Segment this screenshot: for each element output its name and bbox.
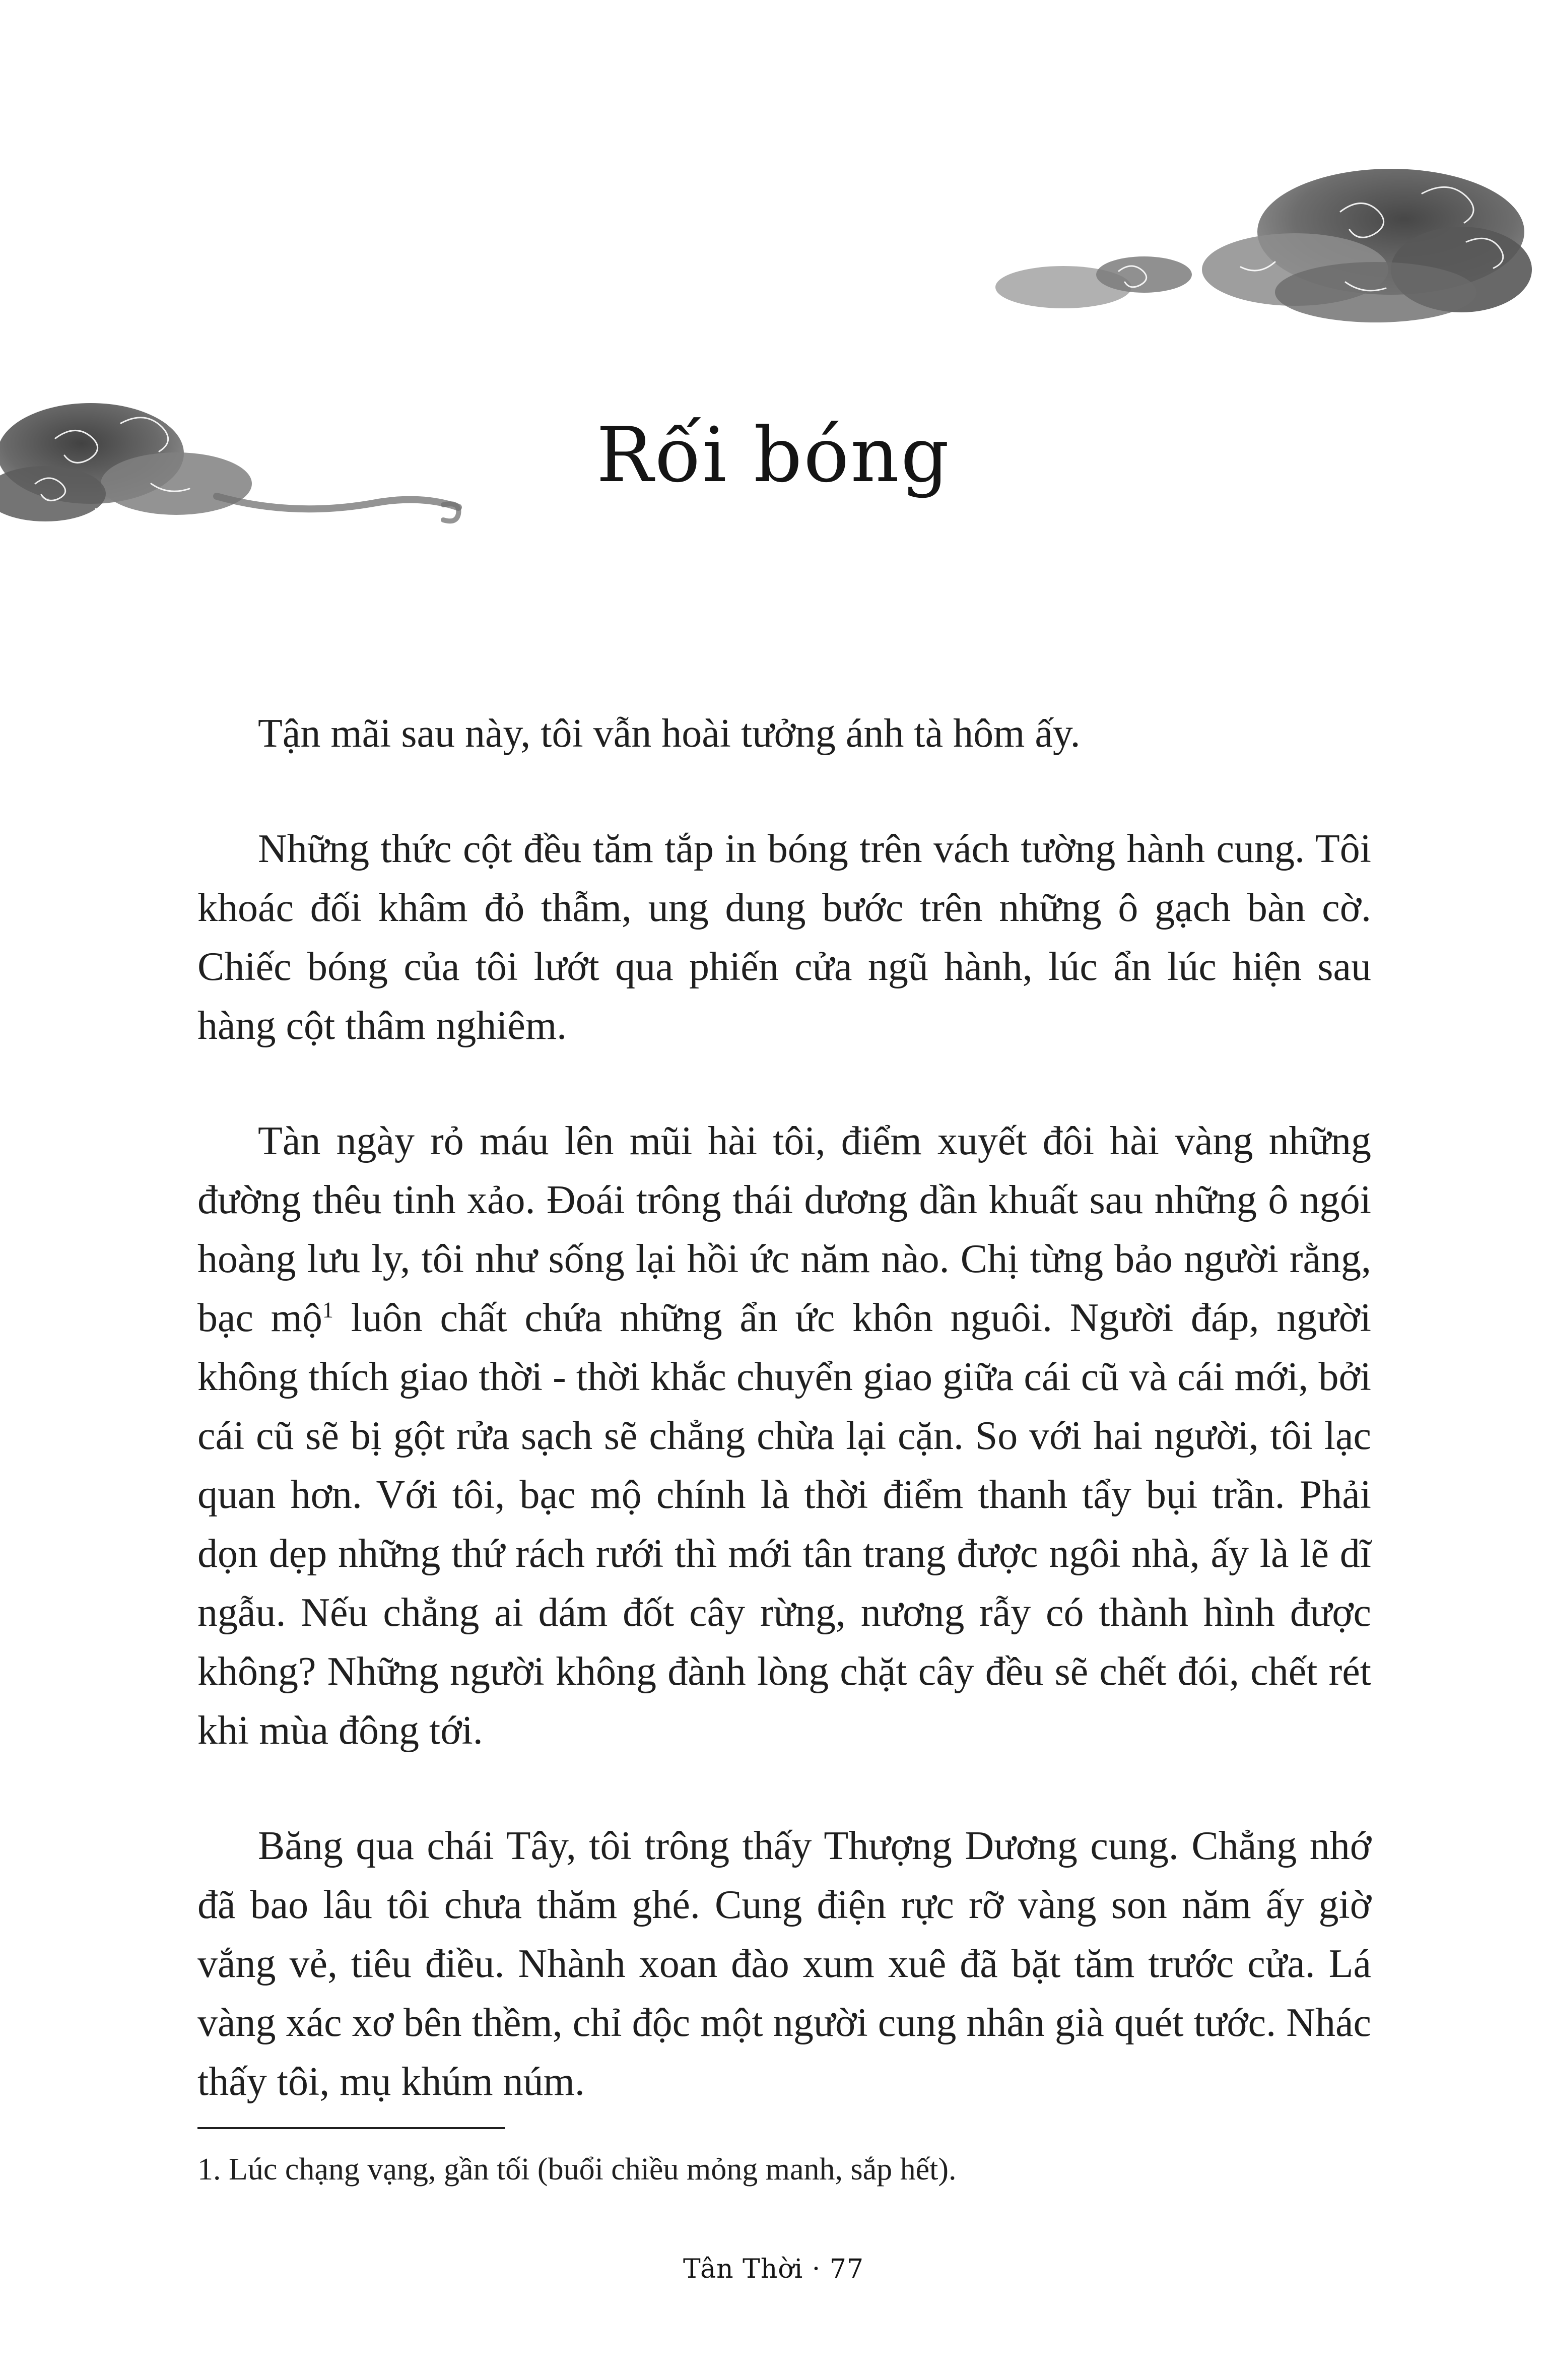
paragraph: Tận mãi sau này, tôi vẫn hoài tưởng ánh tà hôm ấy. bbox=[258, 711, 1081, 756]
paragraph: Tàn ngày rỏ máu lên mũi hài tôi, điểm xuyết đôi hài vàng những đường thêu tinh xảo. Đoái trông thái dương dần khuất sau những ô ngói hoàng lưu ly, tôi như sống lại hồi ức năm nào. Chị từng bảo người rằng, bạc mộ$^1$ luôn chất chứa những ẩn ức khôn nguôi. Người đáp, người không thích giao thời - thời khắc chuyển giao giữa cái cũ và cái mới, bởi cái cũ sẽ bị gột rửa sạch sẽ chẳng chừa lại cặn. So với hai người, tôi lạc quan hơn. Với tôi, bạc mộ chính là thời điểm thanh tẩy bụi trần. Phải dọn dẹp những thứ rách rưới thì mới tân trang được ngôi nhà, ấy là lẽ dĩ ngẫu. Nếu chẳng ai dám đốt cây rừng, nương rẫy có thành hình được không? Những người không đành lòng chặt cây đều sẽ chết đói, chết rét khi mùa đông tới. bbox=[197, 1119, 1371, 1753]
paragraph: Những thức cột đều tăm tắp in bóng trên vách tường hành cung. Tôi khoác đối khâm đỏ thẫm, ung dung bước trên những ô gạch bàn cờ. Chiếc bóng của tôi lướt qua phiến cửa ngũ hành, lúc ẩn lúc hiện sau hàng cột thâm nghiêm. bbox=[197, 827, 1371, 1048]
body-text bbox=[197, 704, 1371, 2111]
page-footer: Tân Thời · 77 bbox=[683, 2254, 864, 2284]
footnote-marker: 1 bbox=[322, 1297, 333, 1323]
footnote: 1. Lúc chạng vạng, gần tối (buổi chiều mỏng manh, sắp hết). bbox=[197, 2152, 957, 2187]
ink-cloud-illustration-top-right bbox=[993, 151, 1537, 353]
chapter-title: Rối bóng bbox=[596, 411, 951, 499]
footnote-divider bbox=[197, 2127, 505, 2129]
paragraphs bbox=[197, 704, 1371, 2111]
paragraph: Băng qua chái Tây, tôi trông thấy Thượng Dương cung. Chẳng nhớ đã bao lâu tôi chưa thăm ghé. Cung điện rực rỡ vàng son năm ấy giờ vắng vẻ, tiêu điều. Nhành xoan đào xum xuê đã bặt tăm trước cửa. Lá vàng xác xơ bên thềm, chỉ độc một người cung nhân già quét tước. Nhác thấy tôi, mụ khúm núm. bbox=[197, 1824, 1371, 2104]
